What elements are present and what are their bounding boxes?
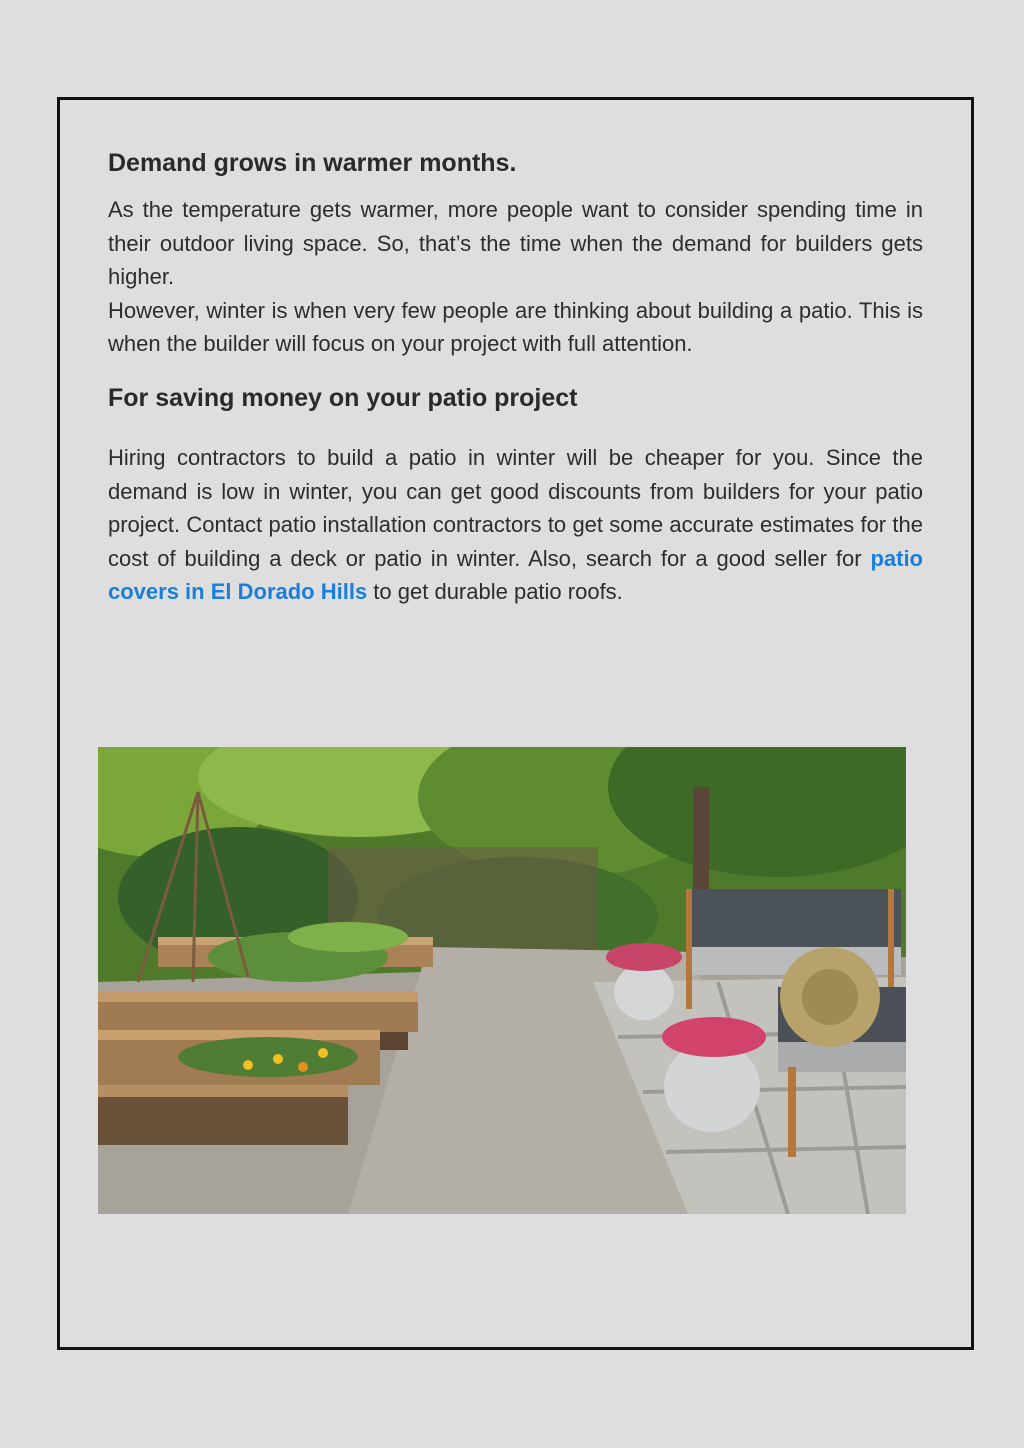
patio-covers-link[interactable]: patio covers in El Dorado Hills — [108, 545, 923, 605]
paragraph-winter: However, winter is when very few people are thinking about building a patio. This is when the builder will focus on your project with full attention. — [108, 297, 923, 357]
paragraph-contractors — [108, 441, 923, 609]
section-heading-demand: Demand grows in warmer months. — [108, 149, 517, 177]
section-heading-saving: For saving money on your patio project — [108, 383, 578, 412]
paragraph-temperature: As the temperature gets warmer, more people want to consider spending time in their outdoor living space. So, that’s the time when the demand for builders gets higher. — [108, 197, 923, 290]
paragraph-text-end: to get durable patio roofs. — [367, 579, 623, 605]
paragraph-text-start: Hiring contractors to build a patio in winter will be cheaper for you. Since the demand is low in winter, you can get good discounts from builders for your patio project. Contact patio installation contractors to get some accurate estimates for the cost of building a deck or patio in winter. Also, search for a good seller for — [108, 444, 923, 571]
patio-garden-photo — [98, 747, 906, 1214]
article-content — [108, 148, 923, 609]
